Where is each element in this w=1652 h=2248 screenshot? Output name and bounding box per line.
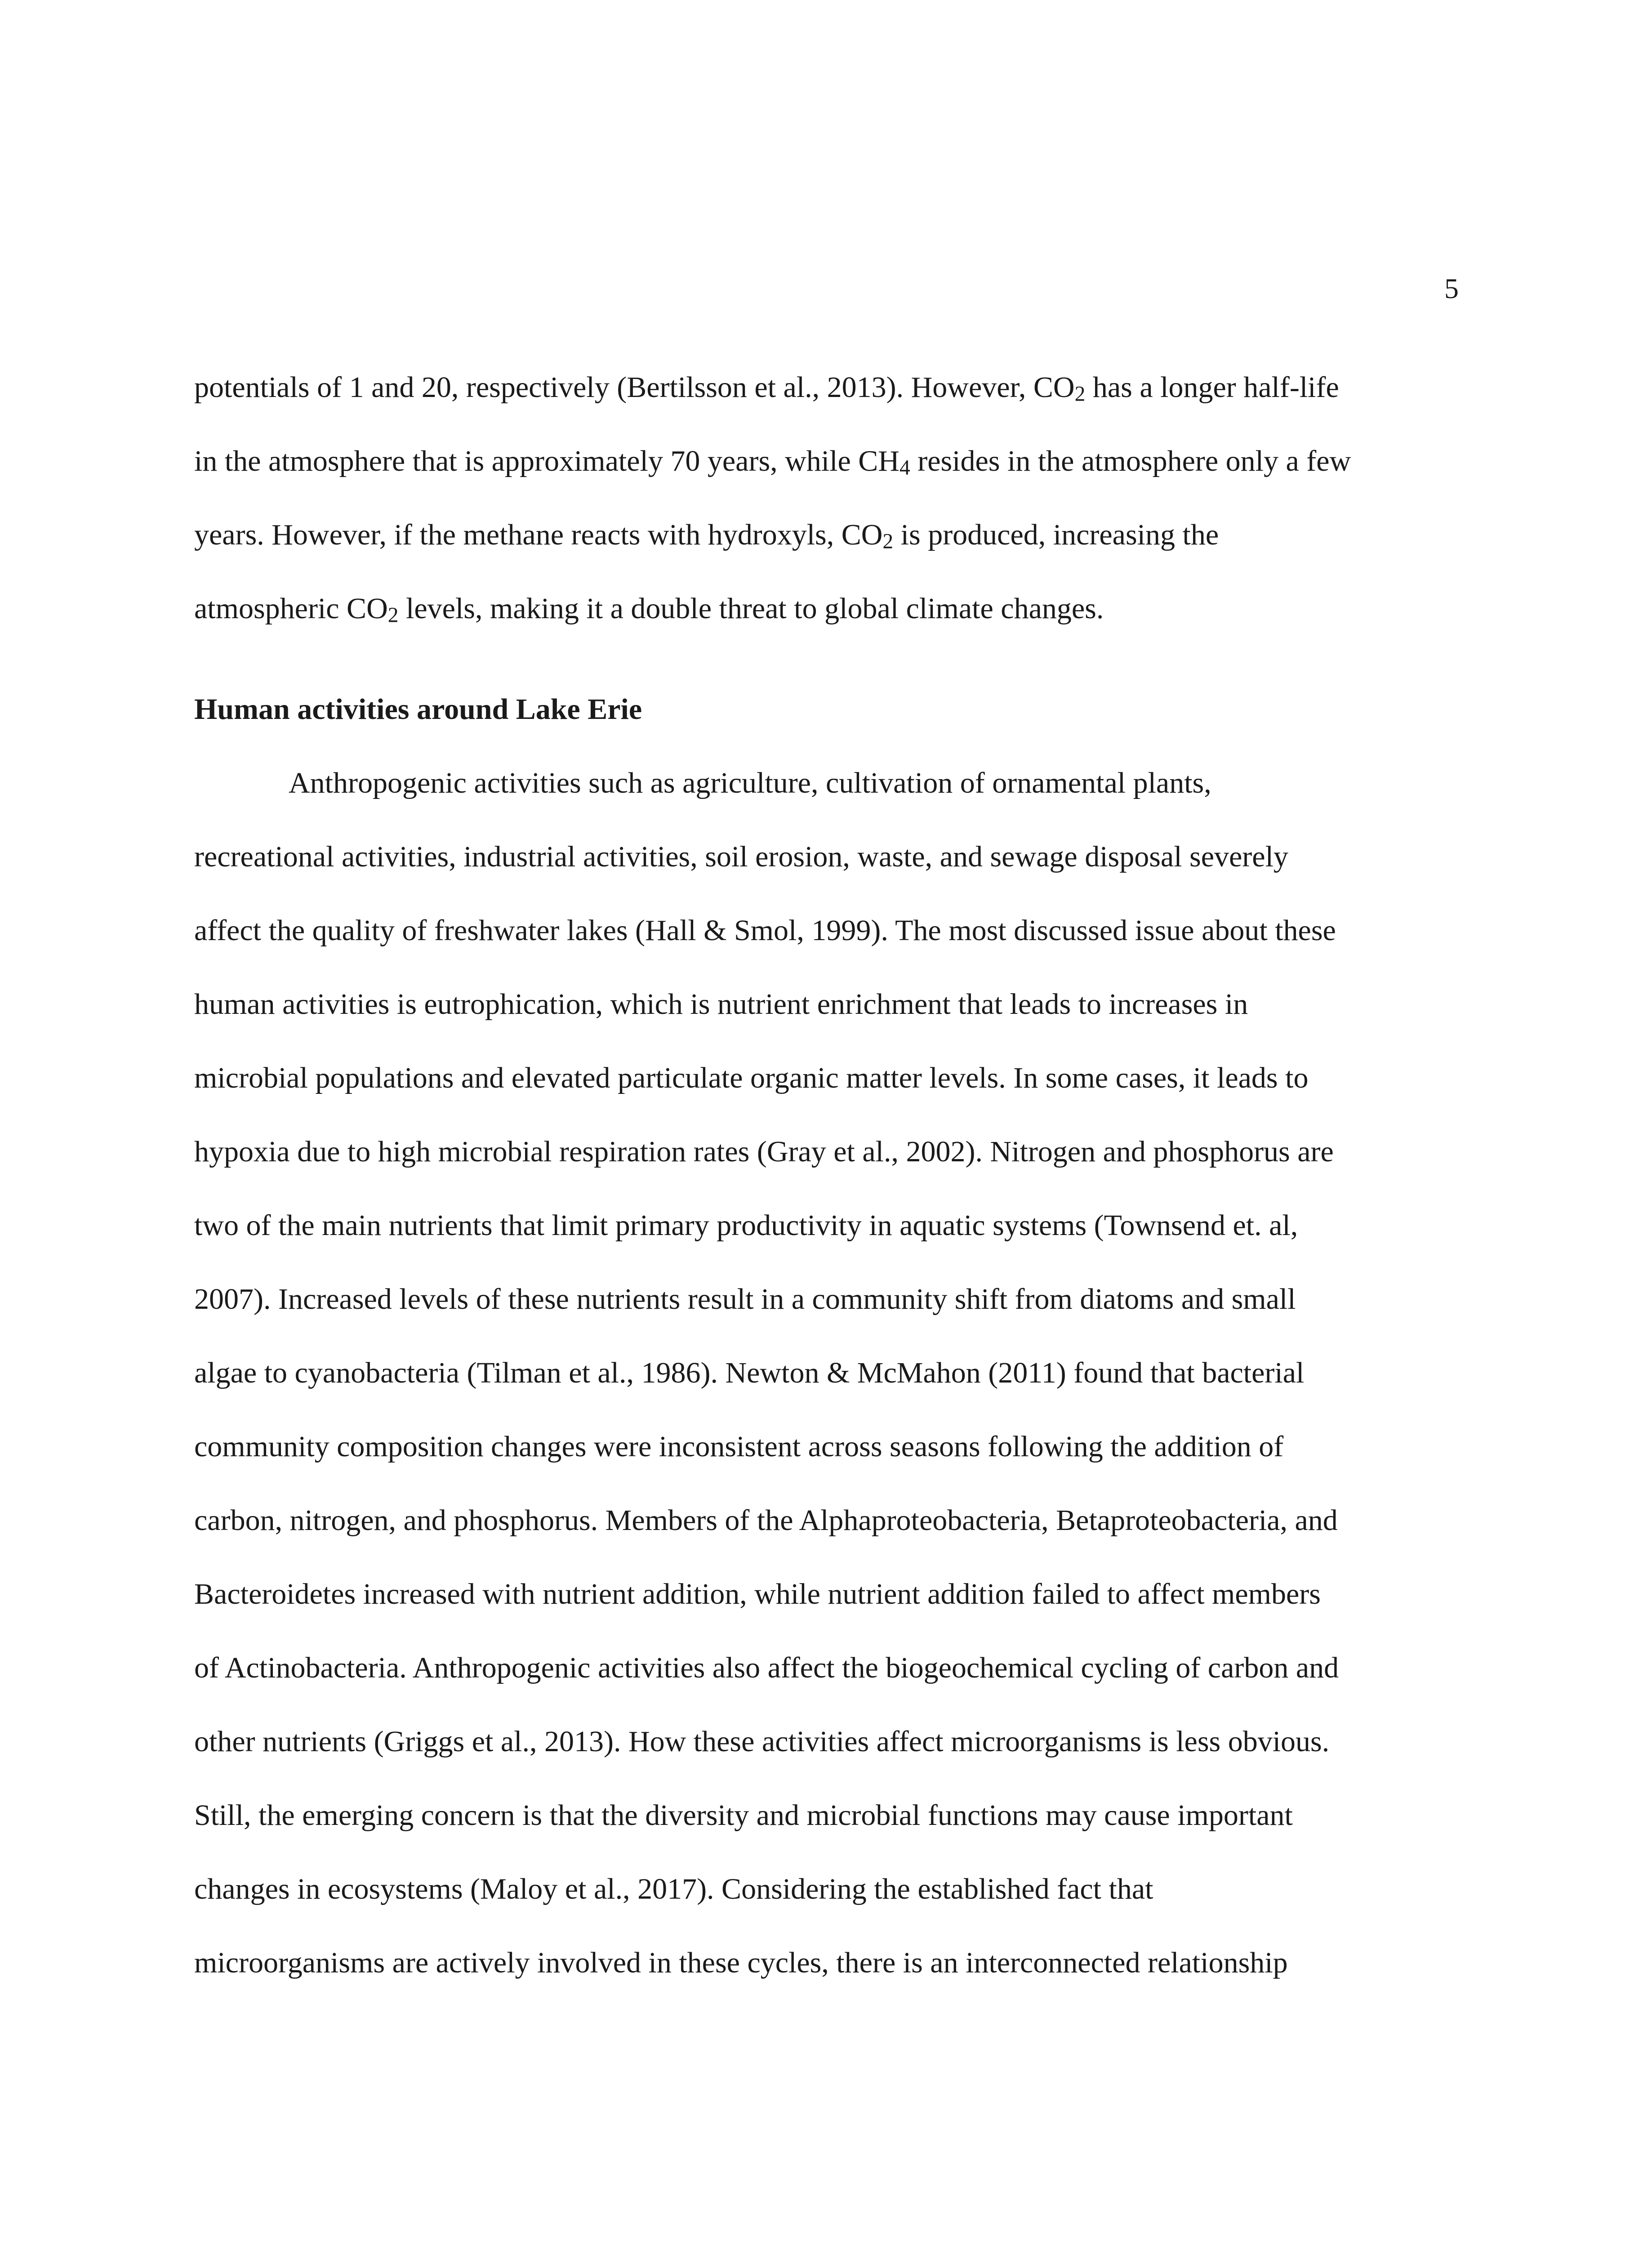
text-line: of Actinobacteria. Anthropogenic activities also affect the biogeochemical cycling of carbon and [194, 1651, 1339, 1684]
text-line: algae to cyanobacteria (Tilman et al., 1986). Newton & McMahon (2011) found that bacterial [194, 1356, 1305, 1389]
body-text [194, 351, 1462, 2000]
section-heading: Human activities around Lake Erie [194, 693, 642, 726]
text-line: in the atmosphere that is approximately 70 years, while CH4 resides in the atmosphere only a few [194, 445, 1351, 480]
text-line: Still, the emerging concern is that the diversity and microbial functions may cause important [194, 1799, 1293, 1832]
paragraph-human-activities [194, 746, 1462, 2000]
text-line: Anthropogenic activities such as agriculture, cultivation of ornamental plants, [289, 767, 1211, 799]
text-line: potentials of 1 and 20, respectively (Bertilsson et al., 2013). However, CO2 has a longer half-life [194, 371, 1339, 406]
text-line: microorganisms are actively involved in these cycles, there is an interconnected relationship [194, 1946, 1288, 1979]
text-line: other nutrients (Griggs et al., 2013). How these activities affect microorganisms is less obvious. [194, 1725, 1330, 1758]
text-line: years. However, if the methane reacts with hydroxyls, CO2 is produced, increasing the [194, 518, 1219, 553]
text-line: affect the quality of freshwater lakes (Hall & Smol, 1999). The most discussed issue about these [194, 914, 1336, 947]
text-line: 2007). Increased levels of these nutrients result in a community shift from diatoms and small [194, 1283, 1296, 1316]
text-line: atmospheric CO2 levels, making it a double threat to global climate changes. [194, 592, 1104, 627]
text-line: human activities is eutrophication, which is nutrient enrichment that leads to increases in [194, 988, 1248, 1021]
page-number: 5 [1444, 272, 1459, 304]
text-line: community composition changes were inconsistent across seasons following the addition of [194, 1430, 1284, 1463]
paragraph-greenhouse-gases [194, 351, 1462, 646]
text-line: recreational activities, industrial activities, soil erosion, waste, and sewage disposal severely [194, 840, 1288, 873]
text-line: Bacteroidetes increased with nutrient addition, while nutrient addition failed to affect members [194, 1578, 1321, 1610]
text-line: two of the main nutrients that limit primary productivity in aquatic systems (Townsend et. al, [194, 1209, 1298, 1242]
text-line: microbial populations and elevated particulate organic matter levels. In some cases, it leads to [194, 1062, 1309, 1094]
text-line: changes in ecosystems (Maloy et al., 2017). Considering the established fact that [194, 1873, 1153, 1905]
text-line: carbon, nitrogen, and phosphorus. Members of the Alphaproteobacteria, Betaproteobacteria, and [194, 1504, 1338, 1537]
text-line: hypoxia due to high microbial respiration rates (Gray et al., 2002). Nitrogen and phosphorus are [194, 1135, 1334, 1168]
